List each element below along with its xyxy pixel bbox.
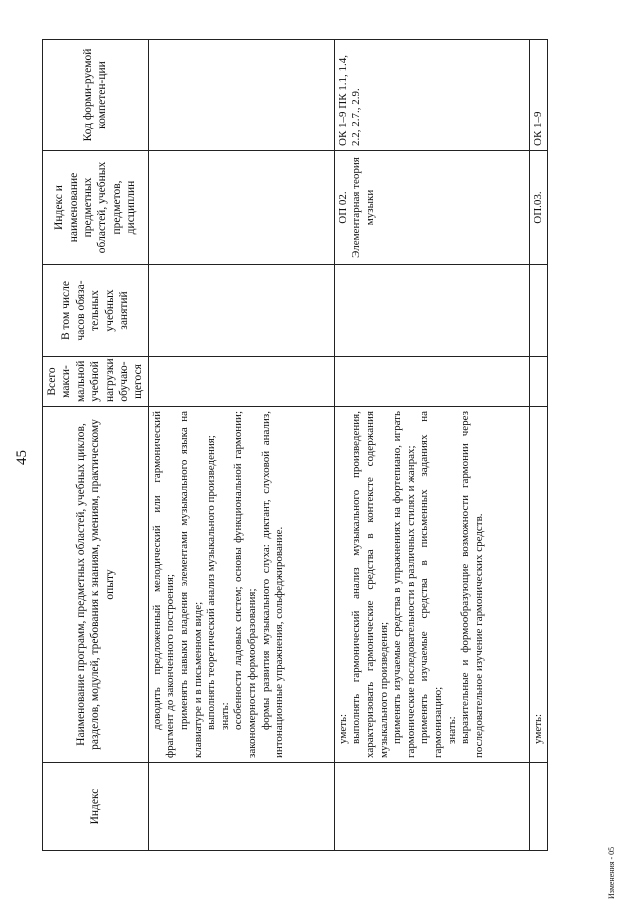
text-line: выразительные и формообразующие возможности гармонии через последовательное изучение гармонических средств.	[459, 411, 485, 758]
cell-total	[529, 357, 548, 407]
header-index: Индекс	[43, 763, 149, 851]
page-number: 45	[14, 450, 30, 465]
curriculum-table	[42, 39, 548, 851]
cell-incl	[148, 265, 334, 357]
cell-code: ОК 1–9 ПК 1.1, 1.4, 2.2, 2.7., 2.9.	[334, 40, 529, 151]
header-code: Код форми-руемой компетен-ции	[43, 40, 149, 151]
cell-total	[334, 357, 529, 407]
text-line: уметь:	[531, 713, 544, 744]
cell-disc: ОП.03.	[529, 151, 548, 265]
cell-requirements	[148, 407, 334, 763]
cell-total	[148, 357, 334, 407]
text-line: применять изучаемые средства в письменных заданиях на гармонизацию;	[418, 411, 444, 758]
cell-index	[148, 763, 334, 851]
text-line: знать:	[218, 702, 231, 730]
text-line: применять навыки владения элементами музыкального языка на клавиатуре и в письменном виде;	[177, 411, 204, 758]
text-line: выполнять гармонический анализ музыкального произведения, характеризовать гармонические средства в контексте содержания музыкального произведения;	[350, 411, 390, 758]
text-line: доводить предложенный мелодический или гармонический фрагмент до законченного построения;	[150, 411, 177, 758]
cell-index	[529, 763, 548, 851]
cell-disc	[334, 151, 529, 265]
header-row	[43, 40, 149, 851]
cell-code: ОК 1–9	[529, 40, 548, 151]
header-name: Наименование программ, предметных областей, учебных циклов, разделов, модулей, требования к знаниям, умениям, практическому опыту	[43, 407, 149, 763]
text-line: выполнять теоретический анализ музыкального произведения;	[205, 435, 218, 730]
header-incl: В том числе часов обяза-тельных учебных занятий	[43, 265, 149, 357]
cell-disc	[148, 151, 334, 265]
table-row	[334, 40, 529, 851]
text-line: особенности ладовых систем; основы функциональной гармонии; закономерности формообразования;	[232, 411, 258, 758]
text-line: формы развития музыкального слуха: диктант, слуховой анализ, интонационные упражнения, сольфеджирование.	[259, 411, 286, 758]
cell-requirements	[334, 407, 529, 763]
cell-incl	[334, 265, 529, 357]
disc-code: ОП 02.	[336, 191, 349, 224]
header-total: Всего макси-мальной учебной нагрузки обучаю-щегося	[43, 357, 149, 407]
cell-code	[148, 40, 334, 151]
header-disc: Индекс и наименование предметных областей, учебных предметов, дисциплин	[43, 151, 149, 265]
cell-incl	[529, 265, 548, 357]
text-line: знать:	[445, 716, 458, 744]
footer-note: Изменения - 05	[607, 846, 616, 899]
cell-requirements	[529, 407, 548, 763]
table-row	[529, 40, 548, 851]
text-line: уметь:	[336, 713, 349, 744]
text-line: применять изучаемые средства в упражнениях на фортепиано, играть гармонические последовательности в различных стилях и жанрах;	[391, 411, 417, 758]
disc-name: Элементарная теория музыки	[350, 157, 376, 258]
table-row	[148, 40, 334, 851]
cell-index	[334, 763, 529, 851]
